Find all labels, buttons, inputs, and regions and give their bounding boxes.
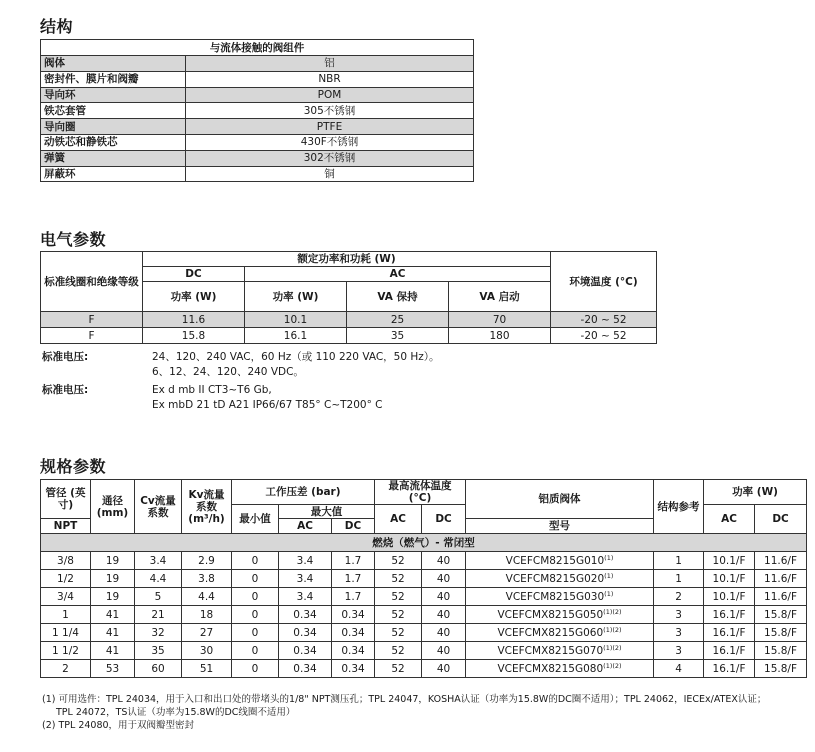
spec-cell-max_dc: 1.7: [332, 552, 375, 570]
spec-cell-model: [466, 552, 654, 570]
spec-cell-p_ac: 10.1/F: [704, 570, 755, 588]
spec-cell-ref: 1: [654, 552, 704, 570]
spec-cell-max_ac: 0.34: [279, 660, 332, 678]
part-name: 屏蔽环: [41, 166, 186, 182]
col-ac: AC: [245, 267, 551, 282]
h-power-dc: DC: [755, 505, 807, 534]
spec-cell-p_ac: 16.1/F: [704, 642, 755, 660]
spec-cell-orifice: 19: [91, 570, 135, 588]
spec-cell-max_ac: 0.34: [279, 642, 332, 660]
spec-cell-size: 1/2: [41, 570, 91, 588]
structure-row: [41, 119, 474, 135]
footnote-3: (2) TPL 24080，用于双阀瓣型密封: [42, 720, 195, 731]
voltage-label-2: 标准电压:: [42, 384, 89, 396]
sub-ac-power: 功率 (W): [245, 282, 347, 312]
spec-cell-orifice: 41: [91, 642, 135, 660]
spec-cell-cv: 4.4: [135, 570, 182, 588]
spec-cell-min: 0: [232, 552, 279, 570]
ex-line-2: Ex mbD 21 tD A21 IP66/67 T85° C~T200° C: [152, 399, 383, 411]
h-max-dc: DC: [332, 519, 375, 534]
spec-cell-max_ac: 0.34: [279, 606, 332, 624]
spec-cell-model: [466, 570, 654, 588]
model-footnote-ref: (1): [604, 589, 614, 598]
h-temp-ac: AC: [375, 505, 422, 534]
electrical-cell-cls: F: [41, 328, 143, 344]
part-material: 铝: [186, 56, 474, 72]
spec-cell-orifice: 19: [91, 588, 135, 606]
spec-cell-p_dc: 11.6/F: [755, 570, 807, 588]
spec-cell-ref: 3: [654, 606, 704, 624]
spec-cell-model: [466, 606, 654, 624]
spec-cell-cv: 3.4: [135, 552, 182, 570]
h-pipe: 管径 (英寸): [41, 480, 91, 519]
spec-cell-max_ac: 0.34: [279, 624, 332, 642]
spec-cell-p_ac: 10.1/F: [704, 552, 755, 570]
voltage-notes: [42, 350, 742, 414]
part-name: 铁芯套管: [41, 103, 186, 119]
part-material: 430F不锈钢: [186, 134, 474, 150]
spec-cell-min: 0: [232, 588, 279, 606]
spec-cell-size: 1: [41, 606, 91, 624]
structure-row: [41, 134, 474, 150]
spec-cell-model: [466, 588, 654, 606]
electrical-heading: 电气参数: [40, 230, 107, 249]
spec-cell-t_ac: 52: [375, 588, 422, 606]
spec-cell-model: [466, 624, 654, 642]
spec-table: [40, 479, 807, 678]
ex-line-1: Ex d mb II CT3~T6 Gb,: [152, 384, 272, 396]
spec-row: [41, 588, 807, 606]
spec-row: [41, 552, 807, 570]
spec-cell-cv: 35: [135, 642, 182, 660]
spec-cell-p_dc: 11.6/F: [755, 552, 807, 570]
model-number: VCEFCM8215G020: [505, 572, 605, 585]
electrical-table: [40, 251, 657, 344]
structure-row: [41, 71, 474, 87]
spec-cell-max_dc: 0.34: [332, 642, 375, 660]
h-max: 最大值: [279, 505, 375, 519]
spec-cell-t_ac: 52: [375, 624, 422, 642]
h-kv: Kv流量系数 (m³/h): [182, 480, 232, 534]
electrical-cell-ac: 10.1: [245, 312, 347, 328]
voltage-line-2: 6、12、24、120、240 VDC。: [152, 366, 304, 378]
spec-cell-max_dc: 1.7: [332, 588, 375, 606]
h-body: 铝质阀体: [466, 480, 654, 519]
spec-cell-max_ac: 3.4: [279, 552, 332, 570]
spec-cell-orifice: 41: [91, 606, 135, 624]
spec-cell-p_dc: 15.8/F: [755, 624, 807, 642]
spec-row: [41, 570, 807, 588]
spec-cell-cv: 21: [135, 606, 182, 624]
sub-va-hold: VA 保持: [347, 282, 449, 312]
structure-row: [41, 56, 474, 72]
spec-cell-t_dc: 40: [422, 606, 466, 624]
structure-row: [41, 150, 474, 166]
part-name: 弹簧: [41, 150, 186, 166]
spec-cell-kv: 4.4: [182, 588, 232, 606]
h-min: 最小值: [232, 505, 279, 534]
spec-row: [41, 624, 807, 642]
spec-cell-t_ac: 52: [375, 642, 422, 660]
spec-cell-max_dc: 0.34: [332, 606, 375, 624]
model-number: VCEFCM8215G010: [505, 554, 605, 567]
spec-cell-size: 2: [41, 660, 91, 678]
col-ambient: 环境温度 (°C): [551, 252, 657, 312]
electrical-cell-temp: -20 ~ 52: [551, 312, 657, 328]
spec-cell-max_dc: 1.7: [332, 570, 375, 588]
spec-cell-p_dc: 15.8/F: [755, 642, 807, 660]
spec-cell-p_dc: 15.8/F: [755, 660, 807, 678]
spec-cell-model: [466, 660, 654, 678]
h-pressure: 工作压差 (bar): [232, 480, 375, 505]
spec-cell-min: 0: [232, 660, 279, 678]
h-temp: 最高流体温度 (°C): [375, 480, 466, 505]
spec-cell-p_dc: 15.8/F: [755, 606, 807, 624]
part-name: 导向环: [41, 87, 186, 103]
electrical-cell-inrush: 70: [449, 312, 551, 328]
spec-cell-min: 0: [232, 642, 279, 660]
electrical-cell-inrush: 180: [449, 328, 551, 344]
spec-cell-max_ac: 3.4: [279, 570, 332, 588]
voltage-line-1: 24、120、240 VAC，60 Hz（或 110 220 VAC，50 Hz）。: [152, 351, 440, 363]
spec-cell-t_ac: 52: [375, 660, 422, 678]
spec-cell-ref: 3: [654, 642, 704, 660]
spec-cell-ref: 3: [654, 624, 704, 642]
structure-row: [41, 103, 474, 119]
electrical-cell-temp: -20 ~ 52: [551, 328, 657, 344]
spec-row: [41, 606, 807, 624]
spec-cell-min: 0: [232, 570, 279, 588]
col-dc: DC: [143, 267, 245, 282]
part-material: POM: [186, 87, 474, 103]
electrical-cell-hold: 35: [347, 328, 449, 344]
model-number: VCEFCMX8215G050: [497, 608, 604, 621]
model-number: VCEFCMX8215G060: [497, 626, 604, 639]
spec-cell-min: 0: [232, 624, 279, 642]
h-model: 型号: [466, 519, 654, 534]
part-material: PTFE: [186, 119, 474, 135]
col-insulation: 标准线圈和绝缘等级: [41, 252, 143, 312]
sub-va-inrush: VA 启动: [449, 282, 551, 312]
spec-cell-ref: 2: [654, 588, 704, 606]
h-power: 功率 (W): [704, 480, 807, 505]
spec-cell-t_dc: 40: [422, 660, 466, 678]
spec-cell-kv: 3.8: [182, 570, 232, 588]
spec-cell-t_dc: 40: [422, 570, 466, 588]
model-footnote-ref: (1)(2): [603, 643, 622, 652]
spec-cell-t_ac: 52: [375, 552, 422, 570]
part-material: 305不锈钢: [186, 103, 474, 119]
h-max-ac: AC: [279, 519, 332, 534]
spec-row: [41, 642, 807, 660]
part-name: 动铁芯和静铁芯: [41, 134, 186, 150]
spec-heading: 规格参数: [40, 457, 107, 476]
electrical-cell-hold: 25: [347, 312, 449, 328]
spec-cell-size: 1 1/2: [41, 642, 91, 660]
model-number: VCEFCM8215G030: [505, 590, 605, 603]
spec-cell-t_dc: 40: [422, 642, 466, 660]
spec-cell-p_ac: 16.1/F: [704, 660, 755, 678]
h-cv: Cv流量系数: [135, 480, 182, 534]
h-power-ac: AC: [704, 505, 755, 534]
model-number: VCEFCMX8215G080: [497, 662, 604, 675]
spec-cell-orifice: 19: [91, 552, 135, 570]
col-power: 额定功率和功耗 (W): [143, 252, 551, 267]
spec-row: [41, 660, 807, 678]
spec-cell-cv: 32: [135, 624, 182, 642]
spec-cell-max_ac: 3.4: [279, 588, 332, 606]
electrical-row: [41, 312, 657, 328]
sub-dc-power: 功率 (W): [143, 282, 245, 312]
part-material: 铜: [186, 166, 474, 182]
model-footnote-ref: (1)(2): [603, 607, 622, 616]
electrical-cell-dc: 15.8: [143, 328, 245, 344]
model-footnote-ref: (1)(2): [603, 661, 622, 670]
spec-cell-p_ac: 16.1/F: [704, 624, 755, 642]
spec-cell-kv: 2.9: [182, 552, 232, 570]
part-name: 导向圈: [41, 119, 186, 135]
spec-cell-t_ac: 52: [375, 570, 422, 588]
h-temp-dc: DC: [422, 505, 466, 534]
h-orifice: 通径 (mm): [91, 480, 135, 534]
spec-cell-ref: 1: [654, 570, 704, 588]
electrical-cell-dc: 11.6: [143, 312, 245, 328]
spec-cell-cv: 5: [135, 588, 182, 606]
h-ref: 结构参考: [654, 480, 704, 534]
section-row: 燃烧（燃气）- 常闭型: [41, 534, 807, 552]
electrical-row: [41, 328, 657, 344]
spec-cell-max_dc: 0.34: [332, 624, 375, 642]
structure-row: [41, 166, 474, 182]
spec-cell-orifice: 53: [91, 660, 135, 678]
model-footnote-ref: (1): [604, 553, 614, 562]
voltage-label: 标准电压:: [42, 351, 89, 363]
structure-heading: 结构: [40, 17, 74, 36]
electrical-cell-ac: 16.1: [245, 328, 347, 344]
spec-cell-p_ac: 10.1/F: [704, 588, 755, 606]
model-footnote-ref: (1): [604, 571, 614, 580]
footnote-1: (1) 可用选件：TPL 24034，用于入口和出口处的带堵头的1/8" NPT测压孔；TPL 24047，KOSHA认证（功率为15.8W的DC圈不适用）；TPL 24062，IECEx/ATEX认证；: [42, 694, 767, 705]
spec-cell-t_ac: 52: [375, 606, 422, 624]
spec-cell-t_dc: 40: [422, 588, 466, 606]
spec-cell-ref: 4: [654, 660, 704, 678]
spec-cell-kv: 18: [182, 606, 232, 624]
spec-cell-size: 3/8: [41, 552, 91, 570]
model-footnote-ref: (1)(2): [603, 625, 622, 634]
part-material: 302不锈钢: [186, 150, 474, 166]
electrical-cell-cls: F: [41, 312, 143, 328]
spec-cell-size: 1 1/4: [41, 624, 91, 642]
spec-cell-max_dc: 0.34: [332, 660, 375, 678]
structure-table-title: 与流体接触的阀组件: [41, 40, 474, 56]
spec-cell-t_dc: 40: [422, 552, 466, 570]
structure-row: [41, 87, 474, 103]
spec-cell-kv: 51: [182, 660, 232, 678]
spec-cell-min: 0: [232, 606, 279, 624]
structure-table: [40, 39, 474, 182]
spec-cell-cv: 60: [135, 660, 182, 678]
h-npt: NPT: [41, 519, 91, 534]
part-material: NBR: [186, 71, 474, 87]
spec-cell-kv: 27: [182, 624, 232, 642]
spec-cell-kv: 30: [182, 642, 232, 660]
part-name: 阀体: [41, 56, 186, 72]
spec-cell-t_dc: 40: [422, 624, 466, 642]
model-number: VCEFCMX8215G070: [497, 644, 604, 657]
footnote-2: TPL 24072，TS认证（功率为15.8W的DC线圈不适用）: [56, 707, 296, 718]
spec-cell-model: [466, 642, 654, 660]
spec-cell-p_dc: 11.6/F: [755, 588, 807, 606]
part-name: 密封件、膜片和阀瓣: [41, 71, 186, 87]
spec-cell-p_ac: 16.1/F: [704, 606, 755, 624]
spec-cell-size: 3/4: [41, 588, 91, 606]
spec-cell-orifice: 41: [91, 624, 135, 642]
